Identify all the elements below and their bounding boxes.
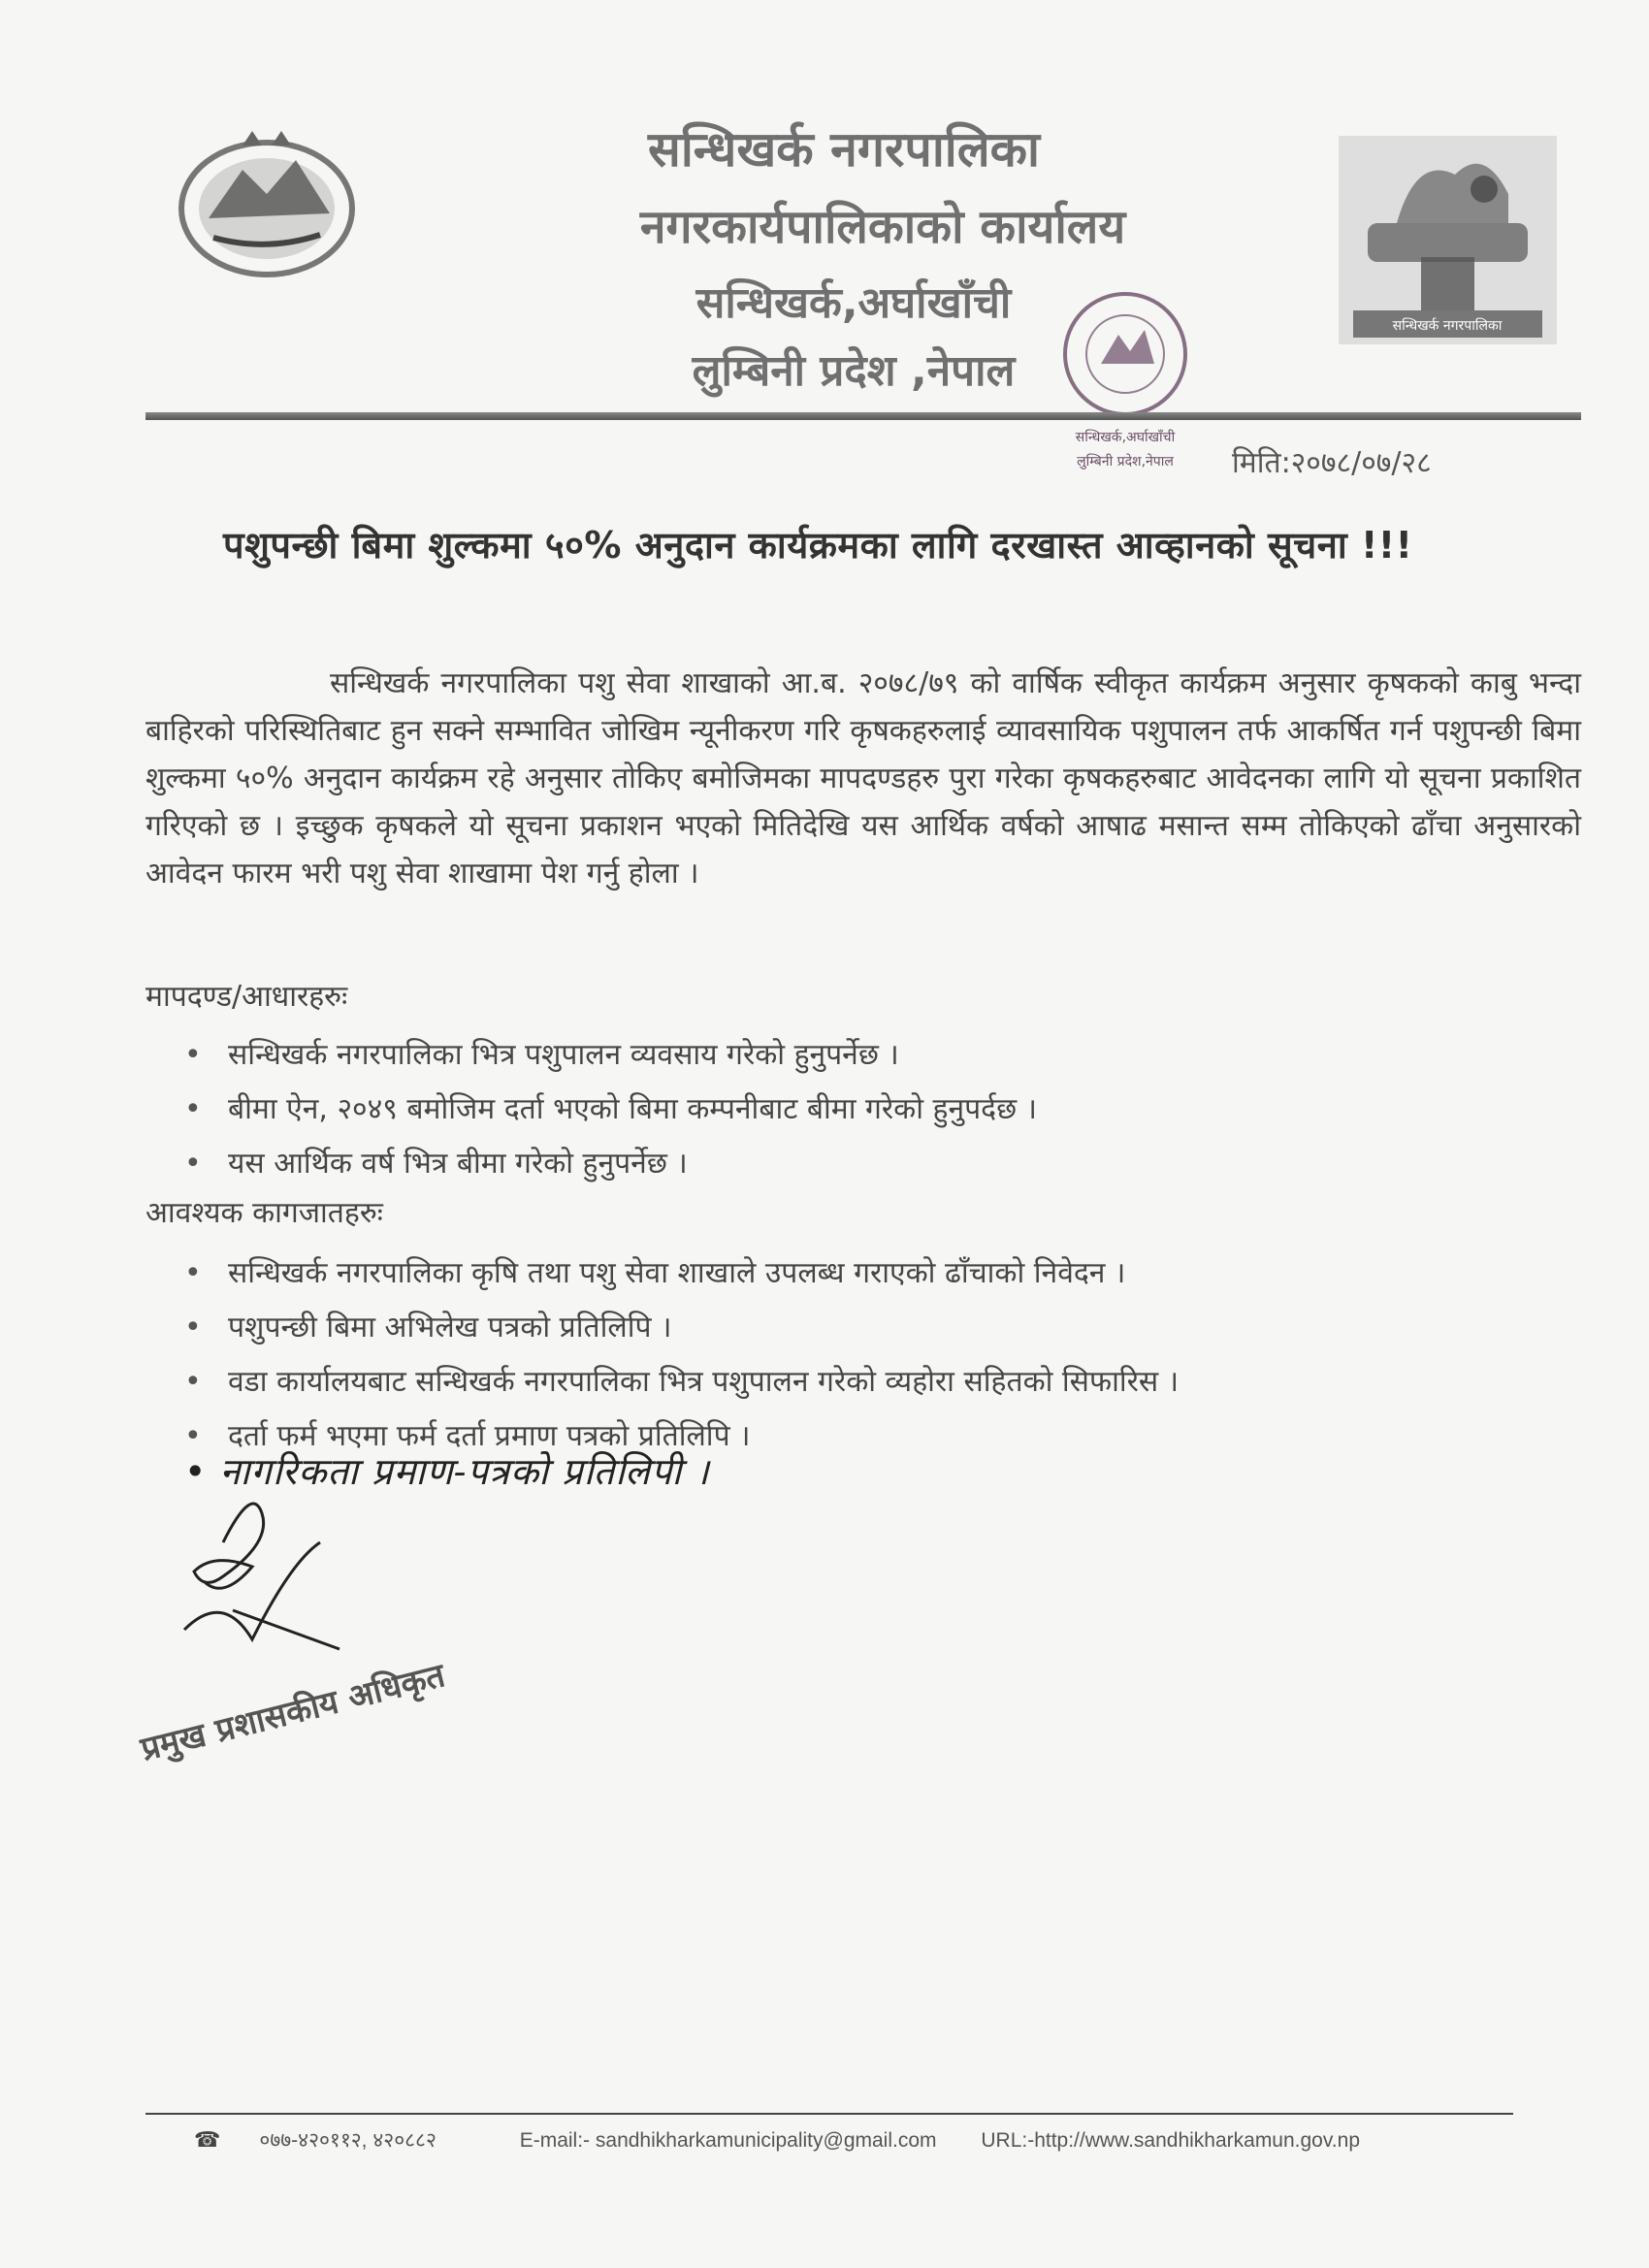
documents-list [175, 1247, 1179, 1464]
list-item: • पशुपन्छी बिमा अभिलेख पत्रको प्रतिलिपि । [175, 1301, 1179, 1355]
issue-date: मिति:२०७८/०७/२८ [1232, 446, 1432, 480]
footer-contact [194, 2126, 1552, 2154]
criteria-label: मापदण्ड/आधारहरुः [146, 980, 348, 1014]
svg-text:लुम्बिनी प्रदेश,नेपाल: लुम्बिनी प्रदेश,नेपाल [1077, 454, 1174, 470]
footer-divider [146, 2113, 1513, 2115]
svg-text:सन्धिखर्क,अर्घाखाँची: सन्धिखर्क,अर्घाखाँची [1075, 430, 1176, 445]
list-item: • दर्ता फर्म भएमा फर्म दर्ता प्रमाण पत्रको प्रतिलिपि । [175, 1409, 1179, 1464]
header-province: लुम्बिनी प्रदेश ,नेपाल [692, 346, 1016, 396]
header-municipality: सन्धिखर्क नगरपालिका [648, 121, 1040, 178]
documents-label: आवश्यक कागजातहरुः [146, 1196, 383, 1230]
list-item: • यस आर्थिक वर्ष भित्र बीमा गरेको हुनुपर्नेछ । [175, 1137, 1037, 1191]
header-office: नगरकार्यपालिकाको कार्यालय [639, 200, 1126, 254]
list-item: • सन्धिखर्क नगरपालिका कृषि तथा पशु सेवा शाखाले उपलब्ध गराएको ढाँचाको निवेदन । [175, 1247, 1179, 1301]
footer-url: URL:-http://www.sandhikharkamun.gov.np [981, 2129, 1360, 2152]
handwritten-note: • नागरिकता प्रमाण-पत्रको प्रतिलिपी । [184, 1450, 710, 1493]
signature-icon [165, 1484, 359, 1669]
notice-title: पशुपन्छी बिमा शुल्कमा ५०% अनुदान कार्यक्रमका लागि दरखास्त आव्हानको सूचना !!! [223, 524, 1413, 567]
municipality-logo-icon [1339, 136, 1557, 344]
header-district: सन्धिखर्क,अर्घाखाँची [695, 278, 1012, 328]
header-divider [146, 412, 1581, 420]
officer-stamp: प्रमुख प्रशासकीय अधिकृत [137, 1656, 449, 1769]
nepal-emblem-icon [175, 126, 359, 281]
footer-phone [194, 2129, 475, 2152]
criteria-list [175, 1028, 1037, 1191]
list-item: • सन्धिखर्क नगरपालिका भित्र पशुपालन व्यवसाय गरेको हुनुपर्नेछ । [175, 1028, 1037, 1083]
footer-email: E-mail:- sandhikharkamunicipality@gmail.com [519, 2129, 937, 2152]
phone-number: ०७७-४२०११२, ४२०८८२ [259, 2129, 436, 2152]
list-item: • वडा कार्यालयबाट सन्धिखर्क नगरपालिका भित्र पशुपालन गरेको व्यहोरा सहितको सिफारिस । [175, 1355, 1179, 1409]
phone-icon: ☎ [194, 2127, 221, 2152]
logo-caption: सन्धिखर्क नगरपालिका [1392, 318, 1503, 334]
list-item: • बीमा ऐन, २०४९ बमोजिम दर्ता भएको बिमा कम्पनीबाट बीमा गरेको हुनुपर्दछ । [175, 1083, 1037, 1137]
official-seal-icon [1033, 281, 1217, 485]
notice-body: सन्धिखर्क नगरपालिका पशु सेवा शाखाको आ.ब. २०७८/७९ को वार्षिक स्वीकृत कार्यक्रम अनुसार कृषकको काबु भन्दा बाहिरको परिस्थितिबाट हुन सक्ने सम्भावित जोखिम न्यूनीकरण गरि कृषकहरुलाई व्यावसायिक पशुपालन तर्फ आकर्षित गर्न पशुपन्छी बिमा शुल्कमा ५०% अनुदान कार्यक्रम रहे अनुसार तोकिए बमोजिमका मापदण्डहरु पुरा गरेका कृषकहरुबाट आवेदनका लागि यो सूचना प्रकाशित गरिएको छ । इच्छुक कृषकले यो सूचना प्रकाशन भएको मितिदेखि यस आर्थिक वर्षको आषाढ मसान्त सम्म तोकिएको ढाँचा अनुसारको आवेदन फारम भरी पशु सेवा शाखामा पेश गर्नु होला । [146, 666, 1581, 891]
